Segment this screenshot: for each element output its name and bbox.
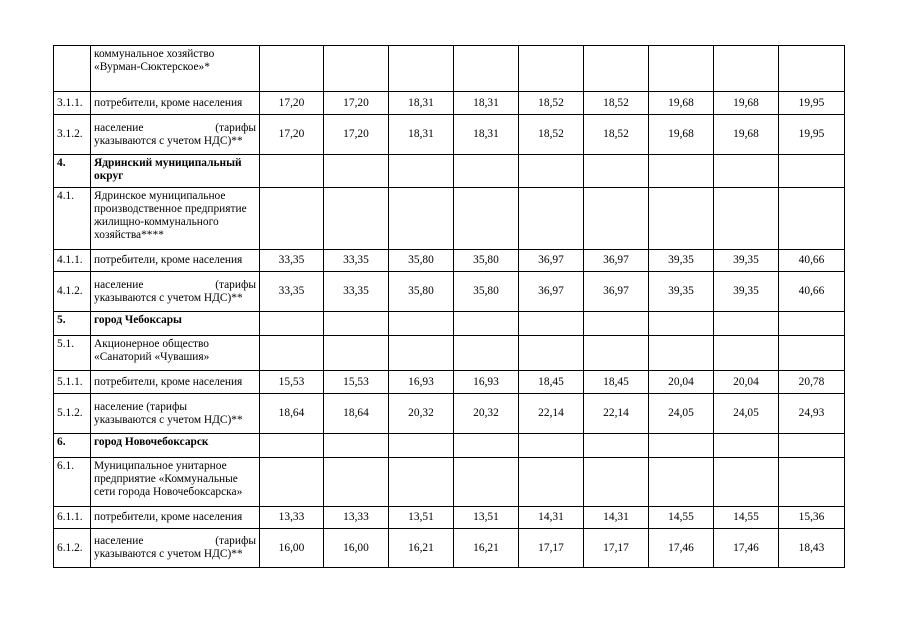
table-row xyxy=(54,529,845,568)
description-line: потребители, кроме населения xyxy=(94,511,243,523)
tariff-value-cell xyxy=(454,188,519,250)
tariff-value-cell xyxy=(389,46,454,92)
tariff-value-cell xyxy=(454,336,519,371)
tariff-value-cell: 36,97 xyxy=(584,250,649,272)
tariff-value-cell: 39,35 xyxy=(714,250,779,272)
row-description xyxy=(91,115,260,155)
tariff-value-cell: 14,55 xyxy=(714,507,779,529)
tariff-value-cell: 40,66 xyxy=(779,250,845,272)
description-line: население (тарифы xyxy=(94,278,256,291)
description-line: Муниципальное унитарное xyxy=(94,460,227,472)
tariff-value-cell: 18,64 xyxy=(324,394,389,434)
tariff-value-cell xyxy=(260,155,324,188)
tariff-value-cell: 16,21 xyxy=(454,529,519,568)
description-line: хозяйства**** xyxy=(94,229,164,241)
tariff-value-cell: 15,53 xyxy=(324,371,389,394)
description-line: население (тарифы xyxy=(94,400,188,413)
tariff-value-cell xyxy=(519,336,584,371)
tariff-value-cell: 18,31 xyxy=(454,92,519,115)
description-line: указываются с учетом НДС)** xyxy=(94,291,243,304)
tariff-value-cell: 18,45 xyxy=(519,371,584,394)
tariff-value-cell xyxy=(714,46,779,92)
description-line: указываются с учетом НДС)** xyxy=(94,413,243,426)
tariff-value-cell xyxy=(584,312,649,336)
tariff-value-cell xyxy=(649,46,714,92)
tariff-value-cell: 36,97 xyxy=(519,272,584,312)
tariff-value-cell xyxy=(389,155,454,188)
tariff-value-cell xyxy=(324,312,389,336)
tariff-value-cell xyxy=(649,336,714,371)
tariff-value-cell xyxy=(714,155,779,188)
tariff-value-cell: 39,35 xyxy=(649,250,714,272)
row-description xyxy=(91,92,260,115)
tariff-value-cell xyxy=(584,188,649,250)
description-line: производственное предприятие xyxy=(94,203,247,215)
row-number: 6.1.1. xyxy=(54,507,91,529)
tariff-value-cell xyxy=(649,458,714,507)
tariff-value-cell: 20,32 xyxy=(389,394,454,434)
tariff-value-cell: 17,20 xyxy=(260,92,324,115)
tariff-value-cell xyxy=(389,458,454,507)
tariff-value-cell: 16,00 xyxy=(324,529,389,568)
row-number: 4.1.1. xyxy=(54,250,91,272)
tariff-value-cell xyxy=(714,458,779,507)
tariff-value-cell xyxy=(584,46,649,92)
tariff-value-cell: 19,68 xyxy=(649,92,714,115)
tariff-value-cell xyxy=(519,312,584,336)
row-description xyxy=(91,394,260,434)
row-number: 4.1.2. xyxy=(54,272,91,312)
tariff-value-cell: 16,93 xyxy=(389,371,454,394)
row-number: 5.1.1. xyxy=(54,371,91,394)
tariff-value-cell xyxy=(584,434,649,458)
tariff-value-cell xyxy=(649,188,714,250)
description-line: указываются с учетом НДС)** xyxy=(94,134,243,147)
tariff-value-cell xyxy=(779,458,845,507)
tariff-value-cell xyxy=(260,434,324,458)
row-number: 5.1.2. xyxy=(54,394,91,434)
section-row xyxy=(54,155,845,188)
row-description xyxy=(91,188,260,250)
description-line: Акционерное общество xyxy=(94,338,209,350)
tariff-value-cell: 18,31 xyxy=(389,115,454,155)
description-line: «Санаторий «Чувашия» xyxy=(94,351,210,363)
tariff-value-cell xyxy=(260,336,324,371)
row-number: 4.1. xyxy=(54,188,91,250)
row-number xyxy=(54,46,91,92)
description-line: округ xyxy=(94,170,124,182)
tariff-value-cell: 18,45 xyxy=(584,371,649,394)
tariff-value-cell: 17,20 xyxy=(324,92,389,115)
description-line: сети города Новочебоксарска» xyxy=(94,486,243,498)
tariff-value-cell xyxy=(714,434,779,458)
tariff-value-cell xyxy=(779,312,845,336)
tariff-value-cell xyxy=(519,46,584,92)
row-number: 5.1. xyxy=(54,336,91,371)
table-row xyxy=(54,250,845,272)
row-number: 6. xyxy=(54,434,91,458)
tariff-value-cell: 39,35 xyxy=(714,272,779,312)
row-description xyxy=(91,46,260,92)
tariff-value-cell: 17,20 xyxy=(324,115,389,155)
tariff-value-cell xyxy=(454,434,519,458)
description-line: потребители, кроме населения xyxy=(94,254,243,266)
row-description xyxy=(91,272,260,312)
tariff-value-cell: 17,46 xyxy=(649,529,714,568)
tariff-value-cell: 20,04 xyxy=(649,371,714,394)
tariff-value-cell: 22,14 xyxy=(519,394,584,434)
tariff-value-cell: 20,78 xyxy=(779,371,845,394)
tariff-value-cell xyxy=(779,46,845,92)
tariff-value-cell: 19,68 xyxy=(714,92,779,115)
tariff-value-cell xyxy=(649,434,714,458)
tariff-value-cell: 24,93 xyxy=(779,394,845,434)
description-line: «Вурман-Сюктерское»* xyxy=(94,61,210,73)
tariff-value-cell: 13,51 xyxy=(389,507,454,529)
table-row xyxy=(54,92,845,115)
row-description xyxy=(91,312,260,336)
section-row xyxy=(54,434,845,458)
description-line: Ядринский муниципальный xyxy=(94,157,242,169)
tariff-value-cell xyxy=(519,155,584,188)
section-row xyxy=(54,336,845,371)
table-body xyxy=(54,46,845,568)
tariff-value-cell xyxy=(260,188,324,250)
description-line: население (тарифы xyxy=(94,535,256,547)
description-line: коммунальное хозяйство xyxy=(94,48,215,60)
tariff-value-cell xyxy=(519,434,584,458)
tariff-value-cell: 16,21 xyxy=(389,529,454,568)
tariff-value-cell xyxy=(260,46,324,92)
tariff-value-cell: 18,43 xyxy=(779,529,845,568)
row-description xyxy=(91,458,260,507)
tariff-value-cell xyxy=(649,312,714,336)
description-line: указываются с учетом НДС)** xyxy=(94,548,243,560)
tariff-value-cell: 24,05 xyxy=(714,394,779,434)
tariff-value-cell: 39,35 xyxy=(649,272,714,312)
tariff-value-cell xyxy=(324,188,389,250)
tariff-value-cell xyxy=(454,458,519,507)
row-description xyxy=(91,529,260,568)
tariff-value-cell: 35,80 xyxy=(454,250,519,272)
row-number: 4. xyxy=(54,155,91,188)
table-row xyxy=(54,371,845,394)
tariff-value-cell: 18,31 xyxy=(454,115,519,155)
section-row xyxy=(54,312,845,336)
tariff-value-cell: 13,51 xyxy=(454,507,519,529)
tariff-value-cell: 36,97 xyxy=(584,272,649,312)
tariff-value-cell xyxy=(324,46,389,92)
tariff-value-cell xyxy=(584,458,649,507)
tariff-value-cell xyxy=(584,155,649,188)
tariff-value-cell: 14,31 xyxy=(519,507,584,529)
tariff-value-cell xyxy=(779,336,845,371)
description-line: потребители, кроме населения xyxy=(94,96,243,109)
tariff-value-cell xyxy=(389,312,454,336)
tariff-value-cell: 18,31 xyxy=(389,92,454,115)
tariff-value-cell xyxy=(714,336,779,371)
tariff-value-cell: 35,80 xyxy=(454,272,519,312)
tariff-value-cell: 16,00 xyxy=(260,529,324,568)
tariff-value-cell: 33,35 xyxy=(260,250,324,272)
table-row xyxy=(54,272,845,312)
tariff-value-cell: 18,64 xyxy=(260,394,324,434)
description-line: потребители, кроме населения xyxy=(94,375,243,388)
tariff-value-cell xyxy=(324,458,389,507)
row-number: 3.1.2. xyxy=(54,115,91,155)
tariff-value-cell: 35,80 xyxy=(389,272,454,312)
table-row xyxy=(54,507,845,529)
tariff-value-cell xyxy=(779,155,845,188)
tariff-value-cell: 15,36 xyxy=(779,507,845,529)
tariff-value-cell: 17,20 xyxy=(260,115,324,155)
tariff-value-cell: 14,55 xyxy=(649,507,714,529)
tariff-value-cell: 15,53 xyxy=(260,371,324,394)
row-description xyxy=(91,336,260,371)
row-description xyxy=(91,434,260,458)
tariff-value-cell: 18,52 xyxy=(519,115,584,155)
table-row xyxy=(54,115,845,155)
tariff-value-cell: 18,52 xyxy=(519,92,584,115)
tariff-value-cell: 17,46 xyxy=(714,529,779,568)
description-line: население (тарифы xyxy=(94,121,256,134)
description-line: город Новочебоксарск xyxy=(94,436,209,448)
tariff-value-cell xyxy=(324,336,389,371)
tariff-value-cell: 19,95 xyxy=(779,115,845,155)
tariff-value-cell xyxy=(389,336,454,371)
tariff-value-cell xyxy=(454,46,519,92)
row-number: 5. xyxy=(54,312,91,336)
tariff-table xyxy=(53,45,845,568)
tariff-value-cell: 33,35 xyxy=(324,272,389,312)
row-description xyxy=(91,371,260,394)
description-line: Ядринское муниципальное xyxy=(94,190,226,202)
description-line: предприятие «Коммунальные xyxy=(94,473,238,485)
section-row xyxy=(54,46,845,92)
tariff-value-cell xyxy=(584,336,649,371)
row-description xyxy=(91,507,260,529)
tariff-value-cell: 19,68 xyxy=(649,115,714,155)
tariff-value-cell xyxy=(519,458,584,507)
tariff-value-cell: 36,97 xyxy=(519,250,584,272)
table-row xyxy=(54,394,845,434)
tariff-value-cell xyxy=(779,434,845,458)
tariff-value-cell: 14,31 xyxy=(584,507,649,529)
tariff-value-cell xyxy=(260,312,324,336)
tariff-value-cell: 16,93 xyxy=(454,371,519,394)
tariff-value-cell: 19,68 xyxy=(714,115,779,155)
tariff-value-cell: 18,52 xyxy=(584,92,649,115)
tariff-value-cell xyxy=(649,155,714,188)
row-description xyxy=(91,155,260,188)
tariff-value-cell xyxy=(519,188,584,250)
tariff-value-cell: 20,04 xyxy=(714,371,779,394)
description-line: жилищно-коммунального xyxy=(94,216,219,228)
tariff-value-cell: 17,17 xyxy=(584,529,649,568)
tariff-value-cell: 17,17 xyxy=(519,529,584,568)
tariff-value-cell: 18,52 xyxy=(584,115,649,155)
tariff-value-cell xyxy=(324,434,389,458)
row-number: 3.1.1. xyxy=(54,92,91,115)
tariff-value-cell: 33,35 xyxy=(324,250,389,272)
tariff-value-cell: 20,32 xyxy=(454,394,519,434)
tariff-value-cell: 40,66 xyxy=(779,272,845,312)
section-row xyxy=(54,188,845,250)
tariff-value-cell xyxy=(714,312,779,336)
tariff-value-cell xyxy=(260,458,324,507)
tariff-value-cell xyxy=(324,155,389,188)
tariff-value-cell xyxy=(454,155,519,188)
tariff-value-cell xyxy=(779,188,845,250)
row-number: 6.1.2. xyxy=(54,529,91,568)
tariff-value-cell: 13,33 xyxy=(324,507,389,529)
tariff-value-cell xyxy=(389,434,454,458)
tariff-value-cell: 33,35 xyxy=(260,272,324,312)
row-number: 6.1. xyxy=(54,458,91,507)
tariff-value-cell: 22,14 xyxy=(584,394,649,434)
section-row xyxy=(54,458,845,507)
tariff-value-cell: 19,95 xyxy=(779,92,845,115)
tariff-value-cell: 24,05 xyxy=(649,394,714,434)
tariff-value-cell: 35,80 xyxy=(389,250,454,272)
description-line: город Чебоксары xyxy=(94,314,182,326)
row-description xyxy=(91,250,260,272)
tariff-value-cell xyxy=(454,312,519,336)
tariff-value-cell xyxy=(389,188,454,250)
tariff-value-cell xyxy=(714,188,779,250)
tariff-value-cell: 13,33 xyxy=(260,507,324,529)
